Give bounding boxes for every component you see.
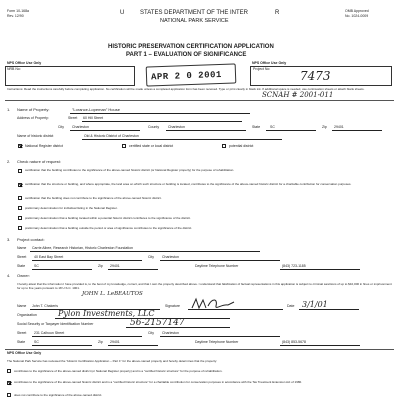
- owner-date-line: [299, 309, 359, 310]
- section3-number: 3.: [7, 237, 11, 242]
- owner-street-value: 231 Calhoun Street: [34, 331, 65, 335]
- form-number: Form 10-168a: [7, 9, 29, 13]
- stamp-date: APR 2 0 2001: [150, 69, 223, 83]
- owner-street-line: [32, 336, 142, 337]
- national-register-district-label: National Register district: [25, 144, 63, 148]
- owner-street-label: Street: [17, 331, 27, 335]
- nps-footer-label: NPS Office Use Only: [7, 351, 42, 355]
- national-register-district-checkbox[interactable]: [18, 144, 22, 148]
- form-revision: Rev. 12/90: [7, 14, 24, 18]
- property-street-line: [82, 121, 242, 122]
- potential-district-label: potential district: [229, 144, 254, 148]
- section4-number: 4.: [7, 273, 11, 278]
- project-number-value: 7473: [300, 69, 331, 83]
- nps-checkbox-3[interactable]: [7, 393, 11, 397]
- nps-determination-1: contributes to the significance of the above-named district (or National Register property) and is a "certified historic structure" for the purpose of rehabilitation.: [14, 369, 223, 373]
- contact-name-value: Carrie Albee, Research Historian, Historic Charleston Foundation: [32, 246, 133, 250]
- section1-number: 1.: [7, 107, 11, 112]
- department-title: STATES DEPARTMENT OF THE INTER: [140, 10, 249, 16]
- district-label: Name of historic district: [17, 134, 54, 138]
- nps-determination-2: contributes to the significance of the above-named historic district and is a "certified historic structure" for a charitable contribution for conservation purposes in accordance with the Tax Treatment Extension Act of 1980.: [14, 380, 303, 384]
- omb-number: No. 1024-0009: [345, 14, 369, 18]
- request-option-1: certification that the building contributes to the significance of the above-named historic district (or National Register property) for the purpose of rehabilitation.: [25, 168, 235, 172]
- certified-district-checkbox[interactable]: [122, 144, 126, 148]
- contact-phone-line: [280, 269, 360, 270]
- nps-checkbox-2[interactable]: [7, 381, 11, 385]
- nps-review-statement: The National Park Service has reviewed the "Historic Certification Application – Part 1" for the above-named property and hereby determines that the property:: [7, 359, 218, 363]
- owner-state-line: [32, 345, 92, 346]
- request-checkbox-4[interactable]: [18, 206, 22, 210]
- property-name-line: [70, 113, 250, 114]
- dept-suffix: R: [275, 10, 280, 16]
- instructions-text: Instructions: Read the instructions carefully before completing application. No certification will be made unless a completed application form has been received. Type or print clearly in black ink. If additional space is needed, use continuation sheets or attach blank sheets.: [7, 87, 365, 91]
- request-checkbox-2[interactable]: [18, 183, 22, 187]
- section2-label: Check nature of request:: [17, 159, 61, 164]
- organization-label: Organization: [17, 313, 37, 317]
- request-option-2: certification that the structure or building, and where appropriate, the land area on which such structure or building is located, contributes to the significance of the above-named historic district for a charitable contribution for conservation purposes.: [25, 182, 352, 186]
- property-city-line: [70, 130, 140, 131]
- contact-name-label: Name: [17, 246, 27, 250]
- certified-district-label: certified state or local district: [129, 144, 174, 148]
- request-option-5: preliminary determination that a building located within a potential historic district contributes to the significance of the district.: [25, 216, 191, 220]
- contact-city-label: City: [148, 255, 155, 259]
- handwritten-code: SCNAH # 2001-011: [262, 91, 334, 99]
- divider-1: [5, 100, 394, 101]
- owner-state-label: State: [17, 340, 26, 344]
- property-county-value: Charleston: [168, 125, 185, 129]
- taxpayer-id-line: [126, 327, 230, 328]
- section3-label: Project contact:: [17, 237, 45, 242]
- nps-office-use-label-left: NPS Office Use Only: [7, 61, 42, 65]
- state-label-1: State: [252, 125, 261, 129]
- request-option-3: certification that the building does not contribute to the significance of the above-named historic district.: [25, 196, 162, 200]
- owner-zip-label: Zip: [98, 340, 103, 344]
- owner-city-label: City: [148, 331, 155, 335]
- project-number-label: Project No:: [253, 67, 271, 71]
- property-street-value: 60 Hill Street: [83, 116, 104, 120]
- contact-state-label: State: [17, 264, 26, 268]
- contact-zip-value: 29401: [110, 264, 120, 268]
- request-option-6: preliminary determination that a building outside the period or area of significance contributes to the significance of the district.: [25, 226, 193, 230]
- nps-determination-3: does not contribute to the significance of the above-named district.: [14, 393, 103, 397]
- owner-date-value: 3/1/01: [302, 300, 328, 309]
- owner-phone-value: (843) 853-5678: [282, 340, 306, 344]
- contact-state-value: SC: [34, 264, 39, 268]
- section2-number: 2.: [7, 159, 11, 164]
- property-zip-line: [332, 130, 382, 131]
- omb-approved: OMB Approved: [345, 9, 369, 13]
- contact-phone-label: Daytime Telephone Number: [195, 264, 239, 268]
- owner-zip-value: 29401: [110, 340, 120, 344]
- county-label: County: [148, 125, 160, 129]
- request-checkbox-1[interactable]: [18, 169, 22, 173]
- address-label: Address of Property:: [17, 116, 49, 120]
- contact-phone-value: (843) 723-1185: [282, 264, 306, 268]
- application-title: HISTORIC PRESERVATION CERTIFICATION APPLICATION: [108, 44, 274, 50]
- divider-2: [5, 349, 394, 350]
- street-label-1: Street: [68, 116, 78, 120]
- agency-name: NATIONAL PARK SERVICE: [160, 18, 229, 24]
- request-checkbox-3[interactable]: [18, 196, 22, 200]
- nrb-label: NRB No:: [7, 67, 21, 71]
- property-county-line: [166, 130, 246, 131]
- contact-city-value: Charleston: [162, 255, 179, 259]
- taxpayer-id-label: Social Security or Taxpayer Identification Number: [17, 322, 94, 326]
- potential-district-checkbox[interactable]: [222, 144, 226, 148]
- property-zip-value: 29401: [334, 125, 344, 129]
- owner-handwritten-name: JOHN L. LeBEAUTOS: [82, 291, 143, 297]
- owner-phone-label: Daytime Telephone Number: [195, 340, 239, 344]
- owner-state-value: SC: [34, 340, 39, 344]
- owner-signature-label: Signature: [165, 304, 180, 308]
- owner-name-value: John T. Chakeris: [32, 304, 59, 308]
- district-value: Old & Historic District of Charleston: [84, 134, 139, 138]
- taxpayer-id-value: 56-2157147: [130, 318, 185, 328]
- property-state-line: [266, 130, 316, 131]
- contact-street-line: [32, 260, 142, 261]
- zip-label-1: Zip: [322, 125, 327, 129]
- contact-street-label: Street: [17, 255, 27, 259]
- request-checkbox-5[interactable]: [18, 216, 22, 220]
- owner-attestation: I hereby attest that the information I have provided is, to the best of my knowledge, correct, and that I own the property described above. I understand that falsification of factual representations in this application is subject to criminal sanctions of up to $10,000 in fines or imprisonment for up to five years pursuant to 18 U.S.C. 1001.: [17, 282, 392, 290]
- contact-street-value: 40 East Bay Street: [34, 255, 64, 259]
- district-line: [82, 139, 282, 140]
- received-date-stamp: [146, 63, 237, 86]
- property-city-value: Charleston: [72, 125, 89, 129]
- nps-checkbox-1[interactable]: [7, 369, 11, 373]
- owner-date-label: Date: [287, 304, 295, 308]
- contact-name-line: [30, 251, 260, 252]
- property-name-value: "Lorance-Lopeman" House: [72, 107, 120, 112]
- contact-city-line: [160, 260, 280, 261]
- request-checkbox-6[interactable]: [18, 226, 22, 230]
- contact-state-line: [32, 269, 92, 270]
- contact-zip-label: Zip: [98, 264, 103, 268]
- owner-phone-line: [280, 345, 360, 346]
- nps-office-use-label-right: NPS Office Use Only: [252, 61, 287, 65]
- property-state-value: SC: [270, 125, 275, 129]
- organization-value: Pylon Investments, LLC: [58, 309, 155, 318]
- owner-signature-line: [188, 309, 283, 310]
- contact-zip-line: [108, 269, 158, 270]
- owner-city-line: [160, 336, 280, 337]
- city-label-1: City: [58, 125, 65, 129]
- part-title: PART 1 – EVALUATION OF SIGNIFICANCE: [126, 52, 247, 58]
- request-option-4: preliminary determination for individual listing in the National Register.: [25, 206, 118, 210]
- section1-label: Name of Property:: [17, 107, 50, 112]
- section4-label: Owner:: [17, 273, 30, 278]
- owner-zip-line: [108, 345, 158, 346]
- nrb-box: [5, 66, 135, 86]
- dept-prefix: U: [120, 10, 125, 16]
- owner-city-value: Charleston: [162, 331, 179, 335]
- owner-name-label: Name: [17, 304, 27, 308]
